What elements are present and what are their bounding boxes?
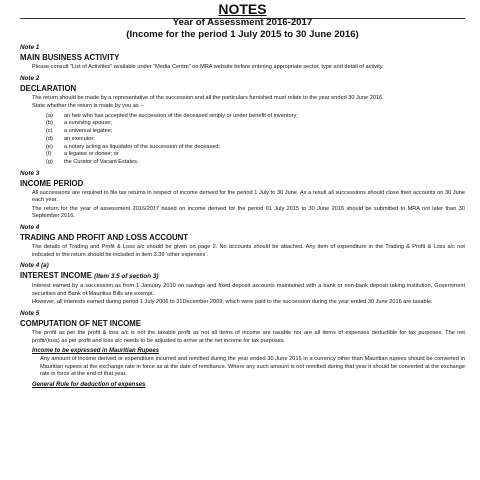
note-4a-text-2: However, all interests earned during period 1 July 2006 to 31December 2009, which were paid to the succession during the year ended 30 June 2016 are taxable. <box>32 299 433 306</box>
year-of-assessment: Year of Assessment 2016-2017 <box>172 17 313 28</box>
list-item: (a) an heir who has accepted the succession of the deceased simply or under benefit of inventory; <box>46 112 298 119</box>
note-4a-label: Note 4 (a) <box>20 262 49 270</box>
declaration-list <box>46 113 465 167</box>
note-3-label: Note 3 <box>20 169 40 177</box>
note-3-text-2: The return for the year of assessment 2016/2017 based on income derived for the period 01 July 2015 to 30 June 2016 should be submitted to MRA not later than 30 September 2016. <box>32 205 465 220</box>
note-1-heading: MAIN BUSINESS ACTIVITY <box>20 53 120 62</box>
note-1-text: Please consult "List of Activities" available under "Media Centre" on MRA website before entering appropriate sector, type and detail of activity. <box>32 64 384 70</box>
note-4-text: The details of Trading and Profit & Loss a/c should be given on page 2. No accounts should be attached. Any item of expenditure in the Trading & Profit & Loss a/c not indicated in the return should be included in item 3.39 'other expenses'. <box>32 244 465 258</box>
notes-page <box>20 0 465 389</box>
note-4-label: Note 4 <box>20 224 40 232</box>
list-item: (c) a universal legatee; <box>46 128 113 135</box>
note-4a-heading-sub: (Item 3.5 of section 3) <box>94 273 159 281</box>
note-5-subheading-2: General Rule for deduction of expenses <box>32 382 146 389</box>
note-2-label: Note 2 <box>20 74 40 82</box>
note-2-text-1: The return should be made by a representative of the succession and all the particulars furnished must relate to the year ended 30 June 2016. <box>32 94 384 101</box>
list-item: (g) the Curator of Vacant Estates. <box>46 159 139 165</box>
page-title: NOTES <box>218 1 267 17</box>
note-1-label: Note 1 <box>20 44 40 51</box>
list-item: (f) a legatee or donee; or <box>46 151 119 158</box>
note-5-text-1: The profit as per the profit & loss a/c is not the taxable profit as not all items of income are taxable nor are all items of expenses deductible for tax purposes. The net profit/(loss) as per profit and loss a/c needs to be adjusted to arrive at the net income for tax purposes. <box>32 330 465 344</box>
note-3-heading: INCOME PERIOD <box>20 178 84 188</box>
note-5-heading: COMPUTATION OF NET INCOME <box>20 319 141 329</box>
note-4a-heading: INTEREST INCOME (Item 3.5 of section 3) <box>20 271 159 281</box>
note-4a-text-1: Interest earned by a succession as from 1 January 2010 on savings and fixed deposit accounts maintained with a bank or non-bank deposit taking institution, Government securities and Bank of Mauritius Bills are exempt. <box>32 283 465 297</box>
note-4-heading: TRADING AND PROFIT AND LOSS ACCOUNT <box>20 233 189 243</box>
note-2-heading: DECLARATION <box>20 83 77 93</box>
list-item: (d) an executor; <box>46 135 95 142</box>
income-period-subtitle: (Income for the period 1 July 2015 to 30 June 2016) <box>126 29 359 40</box>
note-5-subheading-1: Income to be expressed in Mauritian Rupees <box>32 348 160 355</box>
note-2-text-2: State whether the return is made by you as – <box>32 103 144 110</box>
note-5-text-2: Any amount of income derived or expenditure incurred and remitted during the year ended 30 June 2016 in a currency other than Mauritian rupees should be converted in Mauritian rupees at the exchange rate in force as at the date of remittance. Where any such amount is not remitted during that year it should be converted at the exchange rate in force at the end of that year. <box>40 356 465 378</box>
list-item: (e) a notary acting as liquidator of the succession of the deceased; <box>46 143 221 150</box>
note-5-label: Note 5 <box>20 310 40 318</box>
list-item: (b) a surviving spouse; <box>46 120 112 127</box>
note-3-text-1: All successions are required to file tax returns in respect of income derived for the period 1 July to 30 June. As a result all successions should close their accounts on 30 June each year. <box>32 189 465 204</box>
